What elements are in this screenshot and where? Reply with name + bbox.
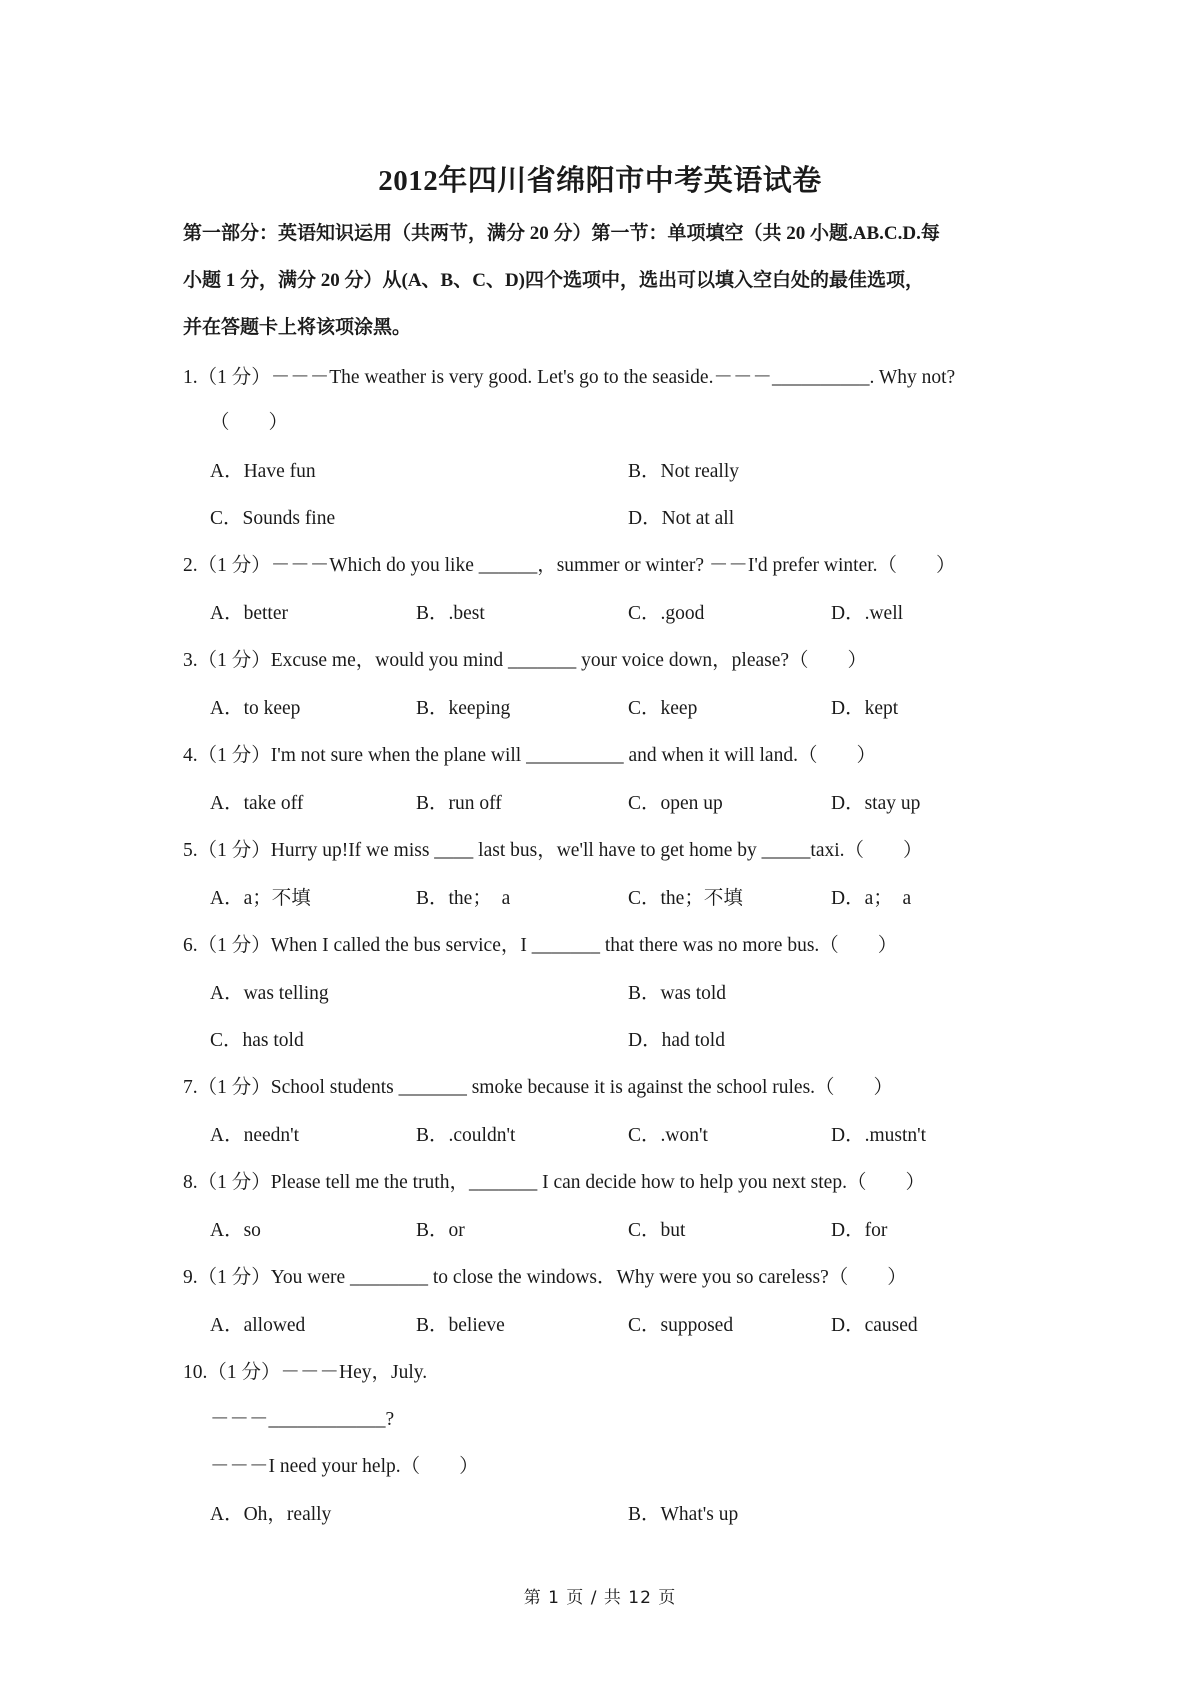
question-1-option-a: A．Have fun xyxy=(210,461,316,482)
question-8-stem: 8.（1 分）Please tell me the truth，_______ I can decide how to help you next step.（ ） xyxy=(183,1172,925,1193)
question-1-stem: 1.（1 分）－－－The weather is very good. Let's go to the seaside.－－－__________. Why not? xyxy=(183,367,956,388)
question-5-option-c: C．the；不填 xyxy=(628,888,743,909)
question-5-option-b: B．the； a xyxy=(416,888,511,909)
question-9-option-d: D．caused xyxy=(831,1315,918,1336)
page-title: 2012年四川省绵阳市中考英语试卷 xyxy=(378,165,822,197)
section-instructions xyxy=(183,210,1028,351)
question-9-stem: 9.（1 分）You were ________ to close the windows．Why were you so careless?（ ） xyxy=(183,1267,907,1288)
question-3-option-a: A．to keep xyxy=(210,698,301,719)
question-3-option-d: D．kept xyxy=(831,698,899,719)
question-2-option-b: B．.best xyxy=(416,603,485,624)
question-10-stem: 10.（1 分）－－－Hey，July. xyxy=(183,1362,428,1383)
question-7-option-b: B．.couldn't xyxy=(416,1125,516,1146)
question-4-stem: 4.（1 分）I'm not sure when the plane will __________ and when it will land.（ ） xyxy=(183,745,876,766)
question-5-option-d: D．a； a xyxy=(831,888,912,909)
question-1-option-b: B．Not really xyxy=(628,461,740,482)
question-10-option-a: A．Oh，really xyxy=(210,1504,332,1525)
question-2-option-d: D．.well xyxy=(831,603,904,624)
question-5-stem: 5.（1 分）Hurry up!If we miss ____ last bus，we'll have to get home by _____taxi.（ ） xyxy=(183,840,923,861)
question-1-option-d: D．Not at all xyxy=(628,508,735,529)
question-8-option-a: A．so xyxy=(210,1220,261,1241)
question-4-option-d: D．stay up xyxy=(831,793,921,814)
question-10-option-b: B．What's up xyxy=(628,1504,739,1525)
question-9-option-a: A．allowed xyxy=(210,1315,306,1336)
question-4-option-a: A．take off xyxy=(210,793,304,814)
question-9-option-b: B．believe xyxy=(416,1315,505,1336)
question-1-answer-blank: （ ） xyxy=(210,412,289,433)
question-7-option-d: D．.mustn't xyxy=(831,1125,927,1146)
question-7-option-c: C．.won't xyxy=(628,1125,708,1146)
question-6-option-d: D．had told xyxy=(628,1030,725,1051)
question-4-option-b: B．run off xyxy=(416,793,502,814)
question-8-option-b: B．or xyxy=(416,1220,465,1241)
question-8-option-d: D．for xyxy=(831,1220,888,1241)
question-6-stem: 6.（1 分）When I called the bus service，I _______ that there was no more bus.（ ） xyxy=(183,935,898,956)
question-8-option-c: C．but xyxy=(628,1220,686,1241)
question-3-option-c: C．keep xyxy=(628,698,698,719)
question-5-option-a: A．a；不填 xyxy=(210,888,311,909)
question-6-option-c: C．has told xyxy=(210,1030,304,1051)
page-number: 第 1 页 / 共 12 页 xyxy=(523,1588,677,1608)
instruction-line: 小题 1 分，满分 20 分）从(A、B、C、D)四个选项中，选出可以填入空白处的最佳选项， xyxy=(183,270,924,291)
question-10-dialogue-blank: －－－____________? xyxy=(210,1409,395,1430)
instruction-line: 第一部分：英语知识运用（共两节，满分 20 分）第一节：单项填空（共 20 小题.AB.C.D.每 xyxy=(183,223,940,244)
question-6-option-b: B．was told xyxy=(628,983,727,1004)
question-7-option-a: A．needn't xyxy=(210,1125,300,1146)
question-1-option-c: C．Sounds fine xyxy=(210,508,336,529)
instruction-line: 并在答题卡上将该项涂黑。 xyxy=(183,317,412,338)
question-4-option-c: C．open up xyxy=(628,793,723,814)
question-2-option-c: C．.good xyxy=(628,603,705,624)
question-3-option-b: B．keeping xyxy=(416,698,511,719)
question-10-dialogue-reply: －－－I need your help.（ ） xyxy=(210,1456,479,1477)
question-7-stem: 7.（1 分）School students _______ smoke because it is against the school rules.（ ） xyxy=(183,1077,894,1098)
question-9-option-c: C．supposed xyxy=(628,1315,734,1336)
question-6-option-a: A．was telling xyxy=(210,983,329,1004)
question-2-option-a: A．better xyxy=(210,603,288,624)
question-3-stem: 3.（1 分）Excuse me，would you mind _______ your voice down，please?（ ） xyxy=(183,650,868,671)
question-2-stem: 2.（1 分）－－－Which do you like ______，summer or winter? －－I'd prefer winter.（ ） xyxy=(183,555,956,576)
